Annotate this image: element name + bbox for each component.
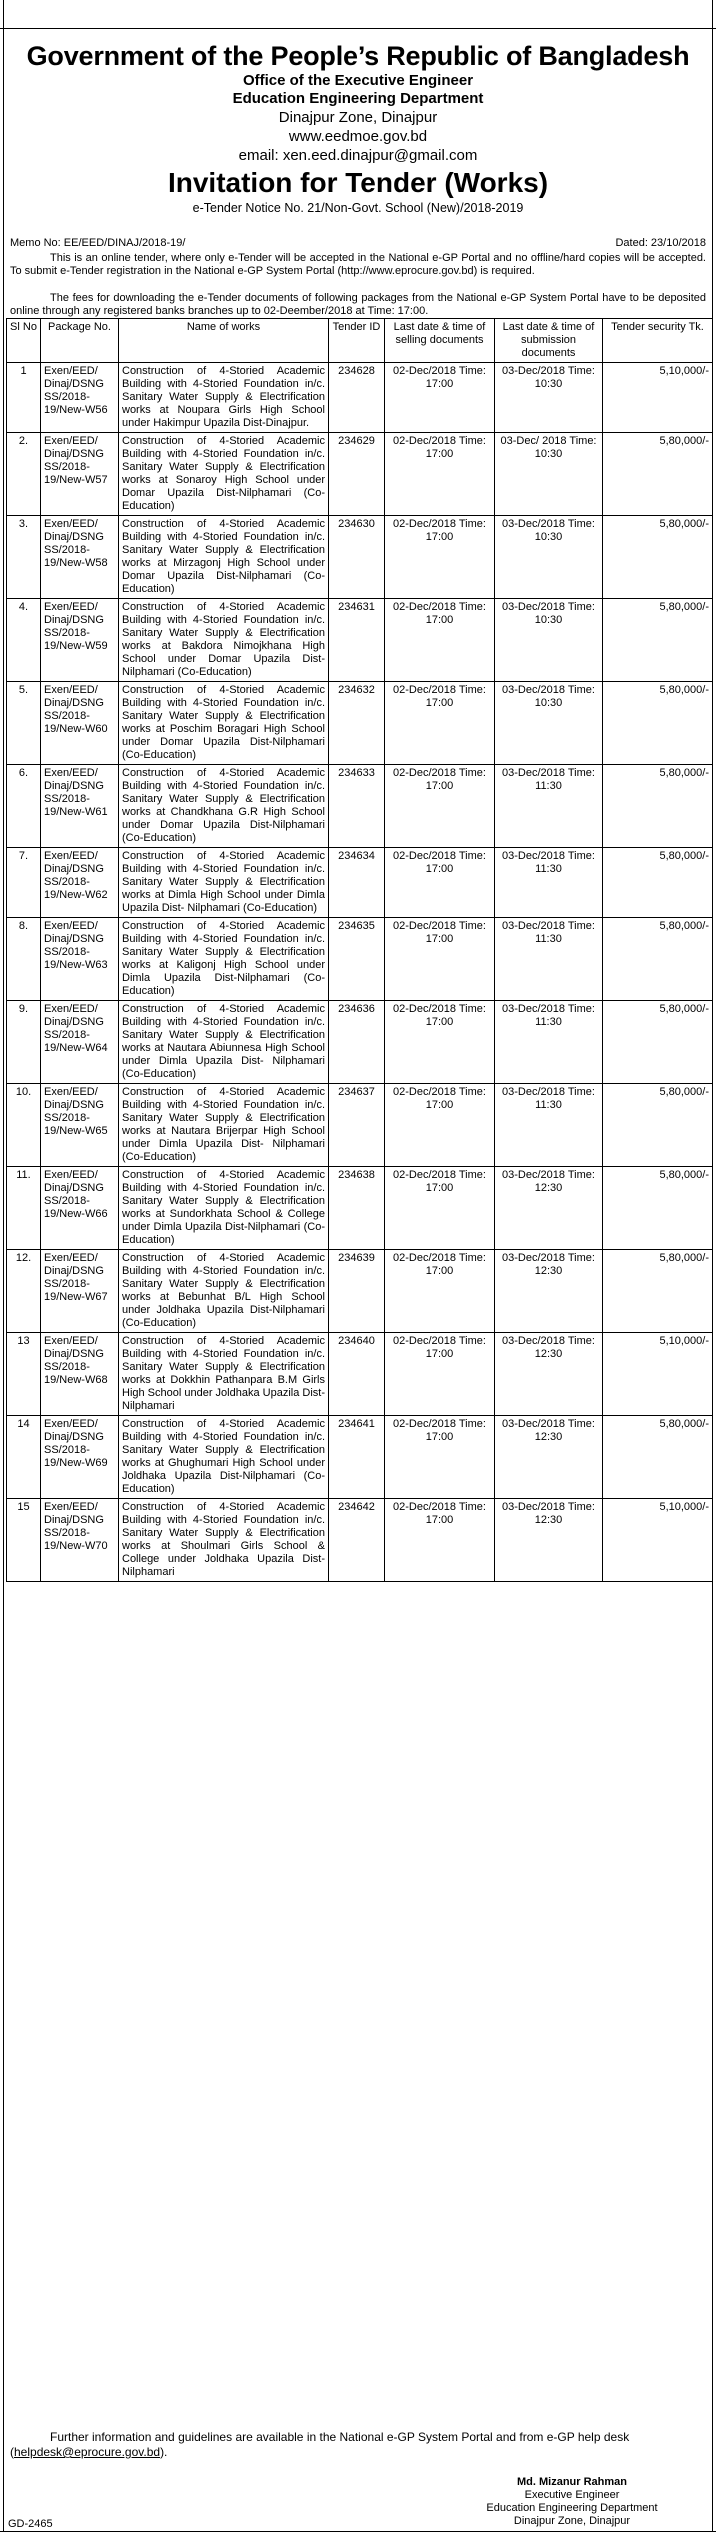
row-sl: 2. bbox=[7, 433, 41, 516]
col-works: Name of works bbox=[119, 319, 329, 363]
row-sl: 13 bbox=[7, 1333, 41, 1416]
row-security: 5,80,000/- bbox=[603, 1416, 713, 1499]
col-tender-id: Tender ID bbox=[329, 319, 385, 363]
row-security: 5,10,000/- bbox=[603, 1499, 713, 1582]
col-package: Package No. bbox=[41, 319, 119, 363]
row-works: Construction of 4-Storied Academic Building with 4-Storied Foundation in/c. Sanitary Water Supply & Electrification works at Chandkhana G.R High School under Domar Upazila Dist-Nilphamari (Co-Education) bbox=[119, 765, 329, 848]
row-sl: 1 bbox=[7, 363, 41, 433]
row-sl: 11. bbox=[7, 1167, 41, 1250]
row-selling: 02-Dec/2018 Time: 17:00 bbox=[385, 1084, 495, 1167]
table-row bbox=[7, 1333, 713, 1416]
row-works: Construction of 4-Storied Academic Building with 4-Storied Foundation in/c. Sanitary Water Supply & Electrification works at Dokkhin Pathanpara B.M Girls High School under Joldhaka Upazila Dist-Nilphamari bbox=[119, 1333, 329, 1416]
row-selling: 02-Dec/2018 Time: 17:00 bbox=[385, 682, 495, 765]
table-row bbox=[7, 1001, 713, 1084]
row-sl: 12. bbox=[7, 1250, 41, 1333]
row-submission: 03-Dec/2018 Time: 11:30 bbox=[495, 848, 603, 918]
footer-text: Further information and guidelines are available in the National e-GP System Portal and from e-GP help desk ( bbox=[10, 2430, 630, 2459]
row-selling: 02-Dec/2018 Time: 17:00 bbox=[385, 1001, 495, 1084]
row-submission: 03-Dec/2018 Time: 12:30 bbox=[495, 1333, 603, 1416]
bottom-rule bbox=[0, 2531, 716, 2532]
row-security: 5,80,000/- bbox=[603, 1250, 713, 1333]
signatory-zone: Dinajpur Zone, Dinajpur bbox=[513, 2515, 631, 2527]
row-submission: 03-Dec/2018 Time: 11:30 bbox=[495, 1084, 603, 1167]
gd-code: GD-2465 bbox=[8, 2518, 53, 2530]
row-package: Exen/EED/ Dinaj/DSNG SS/2018-19/New-W65 bbox=[41, 1084, 119, 1167]
col-selling: Last date & time of selling documents bbox=[385, 319, 495, 363]
row-works: Construction of 4-Storied Academic Building with 4-Storied Foundation in/c. Sanitary Water Supply & Electrification works at Kaligonj High School under Dimla Upazila Dist-Nilphamari (Co-Education) bbox=[119, 918, 329, 1001]
row-security: 5,80,000/- bbox=[603, 1084, 713, 1167]
row-works: Construction of 4-Storied Academic Building with 4-Storied Foundation in/c. Sanitary Water Supply & Electrification works at Bebunhat B/L High School under Joldhaka Upazila Dist-Nilphamari (Co-Education) bbox=[119, 1250, 329, 1333]
table-row bbox=[7, 516, 713, 599]
notice-number: e-Tender Notice No. 21/Non-Govt. School (New)/2018-2019 bbox=[192, 201, 524, 215]
col-sl: Sl No bbox=[7, 319, 41, 363]
email: email: xen.eed.dinajpur@gmail.com bbox=[238, 147, 478, 164]
memo-number: Memo No: EE/EED/DINAJ/2018-19/ bbox=[10, 237, 186, 249]
table-row bbox=[7, 363, 713, 433]
col-submission: Last date & time of submission documents bbox=[495, 319, 603, 363]
row-security: 5,80,000/- bbox=[603, 1167, 713, 1250]
page-title: Invitation for Tender (Works) bbox=[167, 167, 549, 198]
row-works: Construction of 4-Storied Academic Building with 4-Storied Foundation in/c. Sanitary Water Supply & Electrification works at Nautara Brijerpar High School under Dimla Upazila Dist- Nilphamari (Co-Education) bbox=[119, 1084, 329, 1167]
row-works: Construction of 4-Storied Academic Building with 4-Storied Foundation in/c. Sanitary Water Supply & Electrification works at Dimla High School under Dimla Upazila Dist- Nilphamari (Co-Education) bbox=[119, 848, 329, 918]
signature-block bbox=[442, 2476, 702, 2528]
row-tender-id: 234629 bbox=[329, 433, 385, 516]
row-package: Exen/EED/ Dinaj/DSNG SS/2018-19/New-W63 bbox=[41, 918, 119, 1001]
row-tender-id: 234642 bbox=[329, 1499, 385, 1582]
row-tender-id: 234628 bbox=[329, 363, 385, 433]
row-works: Construction of 4-Storied Academic Building with 4-Storied Foundation in/c. Sanitary Water Supply & Electrification works at Poschim Boragari High School under Domar Upazila Dist-Nilphamari (Co-Education) bbox=[119, 682, 329, 765]
row-submission: 03-Dec/2018 Time: 11:30 bbox=[495, 1001, 603, 1084]
row-selling: 02-Dec/2018 Time: 17:00 bbox=[385, 765, 495, 848]
row-package: Exen/EED/ Dinaj/DSNG SS/2018-19/New-W57 bbox=[41, 433, 119, 516]
row-package: Exen/EED/ Dinaj/DSNG SS/2018-19/New-W62 bbox=[41, 848, 119, 918]
row-selling: 02-Dec/2018 Time: 17:00 bbox=[385, 516, 495, 599]
memo-date: Dated: 23/10/2018 bbox=[615, 237, 706, 249]
row-selling: 02-Dec/2018 Time: 17:00 bbox=[385, 363, 495, 433]
row-tender-id: 234640 bbox=[329, 1333, 385, 1416]
row-sl: 8. bbox=[7, 918, 41, 1001]
row-security: 5,80,000/- bbox=[603, 918, 713, 1001]
table-row bbox=[7, 1499, 713, 1582]
row-tender-id: 234632 bbox=[329, 682, 385, 765]
row-submission: 03-Dec/2018 Time: 10:30 bbox=[495, 599, 603, 682]
row-package: Exen/EED/ Dinaj/DSNG SS/2018-19/New-W56 bbox=[41, 363, 119, 433]
row-security: 5,10,000/- bbox=[603, 363, 713, 433]
row-works: Construction of 4-Storied Academic Building with 4-Storied Foundation in/c. Sanitary Water Supply & Electrification works at Noupara Girls High School under Hakimpur Upazila Dist-Dinajpur. bbox=[119, 363, 329, 433]
row-works: Construction of 4-Storied Academic Building with 4-Storied Foundation in/c. Sanitary Water Supply & Electrification works at Ghughumari High School under Joldhaka Upazila Dist-Nilphamari (Co-Education) bbox=[119, 1416, 329, 1499]
row-works: Construction of 4-Storied Academic Building with 4-Storied Foundation in/c. Sanitary Water Supply & Electrification works at Bakdora Nimojkhana High School under Domar Upazila Dist-Nilphamari (Co-Education) bbox=[119, 599, 329, 682]
helpdesk-email-link[interactable]: helpdesk@eprocure.gov.bd bbox=[14, 2445, 161, 2459]
signatory-department: Education Engineering Department bbox=[486, 2502, 658, 2514]
row-package: Exen/EED/ Dinaj/DSNG SS/2018-19/New-W59 bbox=[41, 599, 119, 682]
paragraph-fees: The fees for downloading the e-Tender documents of following packages from the National e-GP System Portal have to be deposited online through any registered banks branches up to 02-Deember/2018 at Time: 17:00. bbox=[10, 292, 706, 317]
department-name: Education Engineering Department bbox=[232, 90, 484, 107]
row-sl: 9. bbox=[7, 1001, 41, 1084]
footer-text-end: ). bbox=[160, 2445, 168, 2459]
row-sl: 10. bbox=[7, 1084, 41, 1167]
row-package: Exen/EED/ Dinaj/DSNG SS/2018-19/New-W64 bbox=[41, 1001, 119, 1084]
table-row bbox=[7, 1084, 713, 1167]
row-submission: 03-Dec/2018 Time: 12:30 bbox=[495, 1416, 603, 1499]
row-submission: 03-Dec/2018 Time: 11:30 bbox=[495, 765, 603, 848]
website: www.eedmoe.gov.bd bbox=[288, 128, 428, 145]
row-submission: 03-Dec/2018 Time: 10:30 bbox=[495, 516, 603, 599]
top-rule bbox=[0, 28, 716, 29]
row-works: Construction of 4-Storied Academic Building with 4-Storied Foundation in/c. Sanitary Water Supply & Electrification works at Mirzagonj High School under Domar Upazila Dist-Nilphamari (Co-Education) bbox=[119, 516, 329, 599]
zone-name: Dinajpur Zone, Dinajpur bbox=[278, 109, 438, 126]
table-row bbox=[7, 765, 713, 848]
row-selling: 02-Dec/2018 Time: 17:00 bbox=[385, 848, 495, 918]
row-package: Exen/EED/ Dinaj/DSNG SS/2018-19/New-W69 bbox=[41, 1416, 119, 1499]
row-package: Exen/EED/ Dinaj/DSNG SS/2018-19/New-W60 bbox=[41, 682, 119, 765]
row-sl: 4. bbox=[7, 599, 41, 682]
row-tender-id: 234634 bbox=[329, 848, 385, 918]
row-tender-id: 234633 bbox=[329, 765, 385, 848]
row-selling: 02-Dec/2018 Time: 17:00 bbox=[385, 918, 495, 1001]
row-security: 5,80,000/- bbox=[603, 516, 713, 599]
row-submission: 03-Dec/ 2018 Time: 10:30 bbox=[495, 433, 603, 516]
col-security: Tender security Tk. bbox=[603, 319, 713, 363]
table-row bbox=[7, 918, 713, 1001]
signatory-designation: Executive Engineer bbox=[524, 2489, 620, 2501]
row-selling: 02-Dec/2018 Time: 17:00 bbox=[385, 599, 495, 682]
row-submission: 03-Dec/2018 Time: 12:30 bbox=[495, 1250, 603, 1333]
letterhead bbox=[0, 40, 716, 216]
row-submission: 03-Dec/2018 Time: 12:30 bbox=[495, 1167, 603, 1250]
row-works: Construction of 4-Storied Academic Building with 4-Storied Foundation in/c. Sanitary Water Supply & Electrification works at Sundorkhata School & College under Dimla Upazila Dist-Nilphamari (Co-Education) bbox=[119, 1167, 329, 1250]
row-tender-id: 234637 bbox=[329, 1084, 385, 1167]
tender-table bbox=[6, 318, 713, 1582]
table-row bbox=[7, 433, 713, 516]
row-package: Exen/EED/ Dinaj/DSNG SS/2018-19/New-W66 bbox=[41, 1167, 119, 1250]
row-selling: 02-Dec/2018 Time: 17:00 bbox=[385, 1167, 495, 1250]
row-security: 5,80,000/- bbox=[603, 1001, 713, 1084]
row-selling: 02-Dec/2018 Time: 17:00 bbox=[385, 1250, 495, 1333]
row-sl: 5. bbox=[7, 682, 41, 765]
paragraph-online-tender: This is an online tender, where only e-Tender will be accepted in the National e-GP Portal and no offline/hard copies will be accepted. To submit e-Tender registration in the National e-GP System Portal (http://www.eprocure.gov.bd) is required. bbox=[10, 252, 706, 277]
row-submission: 03-Dec/2018 Time: 11:30 bbox=[495, 918, 603, 1001]
row-sl: 6. bbox=[7, 765, 41, 848]
office-name: Office of the Executive Engineer bbox=[242, 72, 474, 89]
row-sl: 7. bbox=[7, 848, 41, 918]
row-package: Exen/EED/ Dinaj/DSNG SS/2018-19/New-W67 bbox=[41, 1250, 119, 1333]
footer-note bbox=[10, 2430, 706, 2460]
row-security: 5,80,000/- bbox=[603, 682, 713, 765]
row-sl: 3. bbox=[7, 516, 41, 599]
table-row bbox=[7, 599, 713, 682]
row-tender-id: 234639 bbox=[329, 1250, 385, 1333]
row-submission: 03-Dec/2018 Time: 10:30 bbox=[495, 363, 603, 433]
row-selling: 02-Dec/2018 Time: 17:00 bbox=[385, 1333, 495, 1416]
table-row bbox=[7, 1416, 713, 1499]
row-submission: 03-Dec/2018 Time: 12:30 bbox=[495, 1499, 603, 1582]
table-header-row bbox=[7, 319, 713, 363]
row-security: 5,80,000/- bbox=[603, 433, 713, 516]
row-package: Exen/EED/ Dinaj/DSNG SS/2018-19/New-W58 bbox=[41, 516, 119, 599]
row-works: Construction of 4-Storied Academic Building with 4-Storied Foundation in/c. Sanitary Water Supply & Electrification works at Shoulmari Girls School & College under Joldhaka Upazila Dist-Nilphamari bbox=[119, 1499, 329, 1582]
row-tender-id: 234631 bbox=[329, 599, 385, 682]
table-row bbox=[7, 682, 713, 765]
row-package: Exen/EED/ Dinaj/DSNG SS/2018-19/New-W70 bbox=[41, 1499, 119, 1582]
row-selling: 02-Dec/2018 Time: 17:00 bbox=[385, 433, 495, 516]
row-submission: 03-Dec/2018 Time: 10:30 bbox=[495, 682, 603, 765]
table-row bbox=[7, 1250, 713, 1333]
signatory-name: Md. Mizanur Rahman bbox=[516, 2476, 627, 2488]
row-tender-id: 234638 bbox=[329, 1167, 385, 1250]
row-selling: 02-Dec/2018 Time: 17:00 bbox=[385, 1416, 495, 1499]
row-security: 5,80,000/- bbox=[603, 765, 713, 848]
row-selling: 02-Dec/2018 Time: 17:00 bbox=[385, 1499, 495, 1582]
row-tender-id: 234635 bbox=[329, 918, 385, 1001]
row-works: Construction of 4-Storied Academic Building with 4-Storied Foundation in/c. Sanitary Water Supply & Electrification works at Nautara Abiunnesa High School under Dimla Upazila Dist- Nilphamari (Co-Education) bbox=[119, 1001, 329, 1084]
row-tender-id: 234636 bbox=[329, 1001, 385, 1084]
memo-row bbox=[10, 237, 706, 249]
row-tender-id: 234641 bbox=[329, 1416, 385, 1499]
row-security: 5,80,000/- bbox=[603, 599, 713, 682]
row-package: Exen/EED/ Dinaj/DSNG SS/2018-19/New-W61 bbox=[41, 765, 119, 848]
row-security: 5,10,000/- bbox=[603, 1333, 713, 1416]
row-package: Exen/EED/ Dinaj/DSNG SS/2018-19/New-W68 bbox=[41, 1333, 119, 1416]
row-tender-id: 234630 bbox=[329, 516, 385, 599]
row-security: 5,80,000/- bbox=[603, 848, 713, 918]
table-row bbox=[7, 848, 713, 918]
government-title: Government of the People’s Republic of Bangladesh bbox=[26, 41, 690, 71]
row-sl: 15 bbox=[7, 1499, 41, 1582]
row-works: Construction of 4-Storied Academic Building with 4-Storied Foundation in/c. Sanitary Water Supply & Electrification works at Sonaroy High School under Domar Upazila Dist-Nilphamari (Co-Education) bbox=[119, 433, 329, 516]
table-row bbox=[7, 1167, 713, 1250]
row-sl: 14 bbox=[7, 1416, 41, 1499]
